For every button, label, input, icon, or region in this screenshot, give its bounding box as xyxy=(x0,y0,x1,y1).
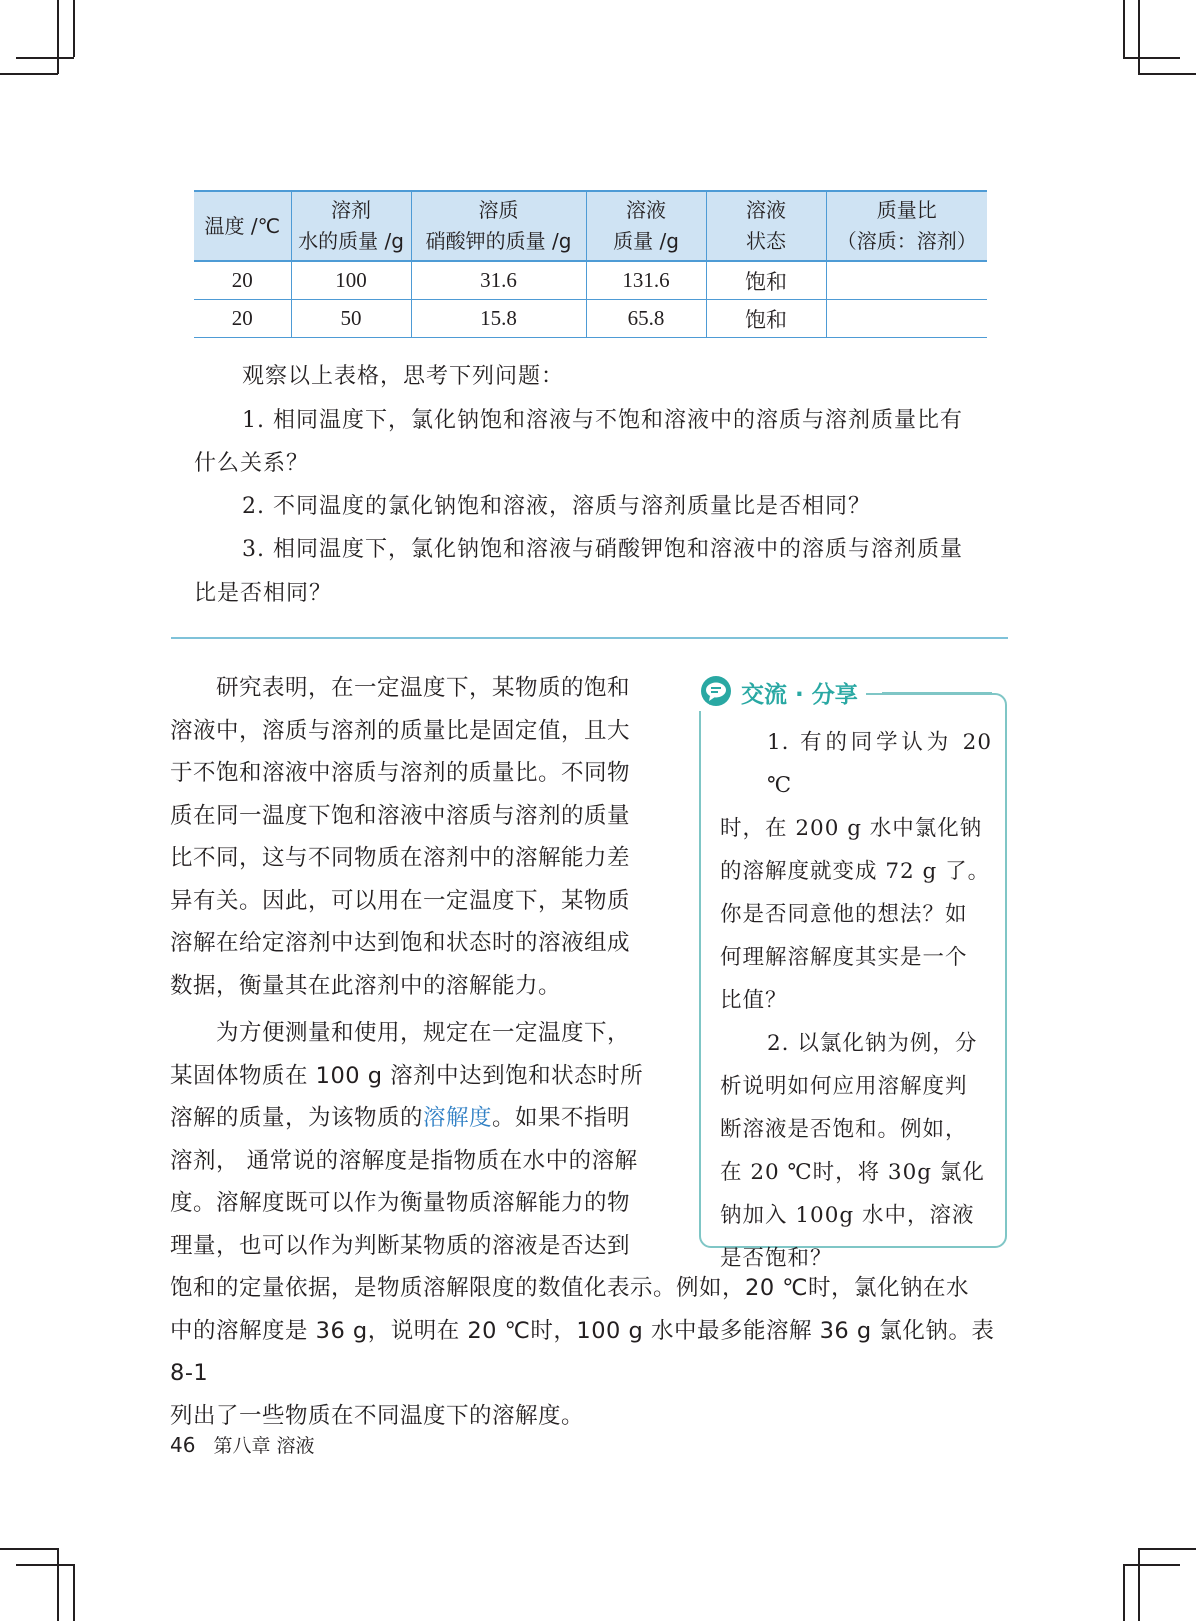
page-number: 46 xyxy=(170,1433,196,1457)
table-cell xyxy=(826,261,987,300)
table-cell: 20 xyxy=(194,300,291,338)
header-temperature: 温度 /℃ xyxy=(194,191,291,261)
crop-mark xyxy=(73,0,75,57)
crop-mark xyxy=(57,1548,59,1621)
table-cell: 饱和 xyxy=(706,300,826,338)
header-mass-ratio: 质量比 （溶质：溶剂） xyxy=(826,191,987,261)
paragraph-2: 为方便测量和使用，规定在一定温度下， 某固体物质在 100 g 溶剂中达到饱和状态时所 溶解的质量，为该物质的溶解度。如果不指明 溶剂， 通常说的溶解度是指物质在水中的溶解 度。溶解度既可以作为衡量物质溶解能力的物 理量，也可以作为判断某物质的溶液是否达到 饱和的定量依据，是物质溶解限度的数值化表示。例如，20 ℃时，氯化钠在水 中的溶解度是 36 g，说明在 20 ℃时，100 g 水中最多能溶解 36 g 氯化钠。表 8-1 列出了一些物质在不同温度下的溶解度。 xyxy=(170,1020,995,1429)
crop-mark xyxy=(16,1564,74,1566)
share-title-rule xyxy=(882,692,992,694)
question-1-cont: 什么关系？ xyxy=(194,451,310,476)
question-1: 1. 相同温度下，氯化钠饱和溶液与不饱和溶液中的溶质与溶剂质量比有 xyxy=(242,408,963,433)
header-solution-mass: 溶液 质量 /g xyxy=(586,191,706,261)
crop-mark xyxy=(1123,57,1180,59)
crop-mark xyxy=(1138,1548,1196,1550)
table-row xyxy=(194,300,987,338)
question-2: 2. 不同温度的氯化钠饱和溶液，溶质与溶剂质量比是否相同？ xyxy=(242,494,871,519)
crop-mark xyxy=(1138,73,1196,75)
paragraph-1: 研究表明，在一定温度下，某物质的饱和 溶液中，溶质与溶剂的质量比是固定值，且大 于不饱和溶液中溶质与溶剂的质量比。不同物 质在同一温度下饱和溶液中溶质与溶剂的质量 比不同，这与不同物质在溶剂中的溶解能力差 异有关。因此，可以用在一定温度下，某物质 溶解在给定溶剂中达到饱和状态时的溶液组成 数据，衡量其在此溶剂中的溶解能力。 xyxy=(170,675,631,999)
table-cell: 15.8 xyxy=(411,300,586,338)
page-footer xyxy=(170,1431,315,1458)
questions-intro: 观察以上表格，思考下列问题： xyxy=(242,364,565,389)
share-title: 交流 · 分享 xyxy=(741,681,858,708)
table-cell: 20 xyxy=(194,261,291,300)
crop-mark xyxy=(16,57,74,59)
crop-mark xyxy=(1123,1564,1125,1621)
share-question-1: 1. 有的同学认为 20 ℃ 时，在 200 g 水中氯化钠 的溶解度就变成 72 g 了。 你是否同意他的想法？如 何理解溶解度其实是一个 比值？ 2. 以氯化钠为例，分 析说明如何应用溶解度判 断溶液是否饱和。例如， 在 20 ℃时，将 30g 氯化 钠加入 100g 水中，溶液 是否饱和？ xyxy=(720,730,992,1271)
crop-mark xyxy=(1123,1564,1180,1566)
header-solution-state: 溶液 状态 xyxy=(706,191,826,261)
table-cell: 50 xyxy=(291,300,411,338)
crop-mark xyxy=(1138,0,1140,74)
table-row xyxy=(194,261,987,300)
crop-mark xyxy=(1138,1548,1140,1621)
table-cell: 饱和 xyxy=(706,261,826,300)
header-solvent: 溶剂 水的质量 /g xyxy=(291,191,411,261)
question-3: 3. 相同温度下，氯化钠饱和溶液与硝酸钾饱和溶液中的溶质与溶剂质量 xyxy=(242,537,963,562)
crop-mark xyxy=(73,1564,75,1621)
term-solubility: 溶解度 xyxy=(423,1105,493,1131)
crop-mark xyxy=(57,0,59,74)
table-header-row xyxy=(194,191,987,261)
header-solute: 溶质 硝酸钾的质量 /g xyxy=(411,191,586,261)
table-cell: 131.6 xyxy=(586,261,706,300)
chapter-title: 第八章 溶液 xyxy=(213,1435,315,1457)
table-cell xyxy=(826,300,987,338)
section-divider xyxy=(171,637,1008,639)
table-cell: 31.6 xyxy=(411,261,586,300)
share-header xyxy=(693,673,866,711)
crop-mark xyxy=(0,1548,58,1550)
chat-bubble-icon xyxy=(699,675,733,709)
solubility-table xyxy=(194,190,987,338)
table-cell: 65.8 xyxy=(586,300,706,338)
crop-mark xyxy=(0,73,58,75)
question-3-cont: 比是否相同？ xyxy=(194,581,333,606)
table-cell: 100 xyxy=(291,261,411,300)
crop-mark xyxy=(1123,0,1125,57)
